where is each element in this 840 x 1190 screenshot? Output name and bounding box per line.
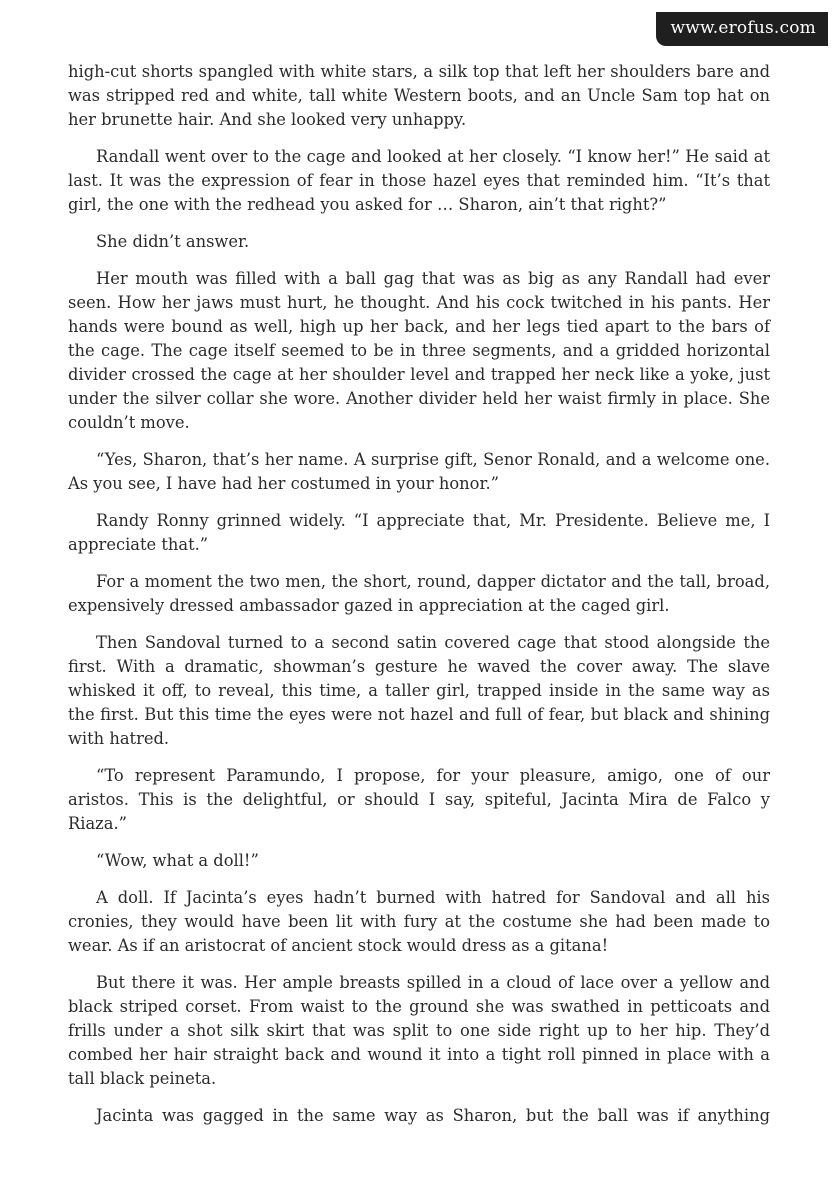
- paragraph-8: Then Sandoval turned to a second satin covered cage that stood alongside the first. With a dramatic, showman’s gesture he waved the cover away. The slave whisked it off, to reveal, this time, a taller girl, trapped inside in the same way as the first. But this time the eyes were not hazel and full of fear, but black and shining with hatred.: [68, 633, 770, 748]
- paragraph-7: For a moment the two men, the short, round, dapper dictator and the tall, broad, expensively dressed ambassador gazed in appreciation at the caged girl.: [68, 572, 770, 615]
- paragraph-5: “Yes, Sharon, that’s her name. A surprise gift, Senor Ronald, and a welcome one. As you see, I have had her costumed in your honor.”: [68, 450, 770, 493]
- paragraph-13: Jacinta was gagged in the same way as Sharon, but the ball was if anything: [96, 1106, 770, 1125]
- site-watermark: www.erofus.com: [656, 12, 828, 46]
- paragraph-1: high-cut shorts spangled with white stars, a silk top that left her shoulders bare and was stripped red and white, tall white Western boots, and an Uncle Sam top hat on her brunette hair. And she looked very unhappy.: [68, 62, 770, 129]
- paragraph-6: Randy Ronny grinned widely. “I appreciate that, Mr. Presidente. Believe me, I appreciate that.”: [68, 511, 770, 554]
- paragraph-11: A doll. If Jacinta’s eyes hadn’t burned with hatred for Sandoval and all his cronies, they would have been lit with fury at the costume she had been made to wear. As if an aristocrat of ancient stock would dress as a gitana!: [68, 888, 770, 955]
- paragraph-10: “Wow, what a doll!”: [96, 851, 259, 870]
- page-body: [68, 60, 770, 1141]
- paragraph-9: “To represent Paramundo, I propose, for your pleasure, amigo, one of our aristos. This is the delightful, or should I say, spiteful, Jacinta Mira de Falco y Riaza.”: [68, 766, 770, 833]
- paragraph-2: Randall went over to the cage and looked at her closely. “I know her!” He said at last. It was the expression of fear in those hazel eyes that reminded him. “It’s that girl, the one with the redhead you asked for … Sharon, ain’t that right?”: [68, 147, 770, 214]
- paragraph-4: Her mouth was filled with a ball gag that was as big as any Randall had ever seen. How her jaws must hurt, he thought. And his cock twitched in his pants. Her hands were bound as well, high up her back, and her legs tied apart to the bars of the cage. The cage itself seemed to be in three segments, and a gridded horizontal divider crossed the cage at her shoulder level and trapped her neck like a yoke, just under the silver collar she wore. Another divider held her waist firmly in place. She couldn’t move.: [68, 269, 770, 432]
- paragraph-12: But there it was. Her ample breasts spilled in a cloud of lace over a yellow and black striped corset. From waist to the ground she was swathed in petticoats and frills under a shot silk skirt that was split to one side right up to her hip. They’d combed her hair straight back and wound it into a tight roll pinned in place with a tall black peineta.: [68, 973, 770, 1088]
- paragraph-3: She didn’t answer.: [96, 232, 250, 251]
